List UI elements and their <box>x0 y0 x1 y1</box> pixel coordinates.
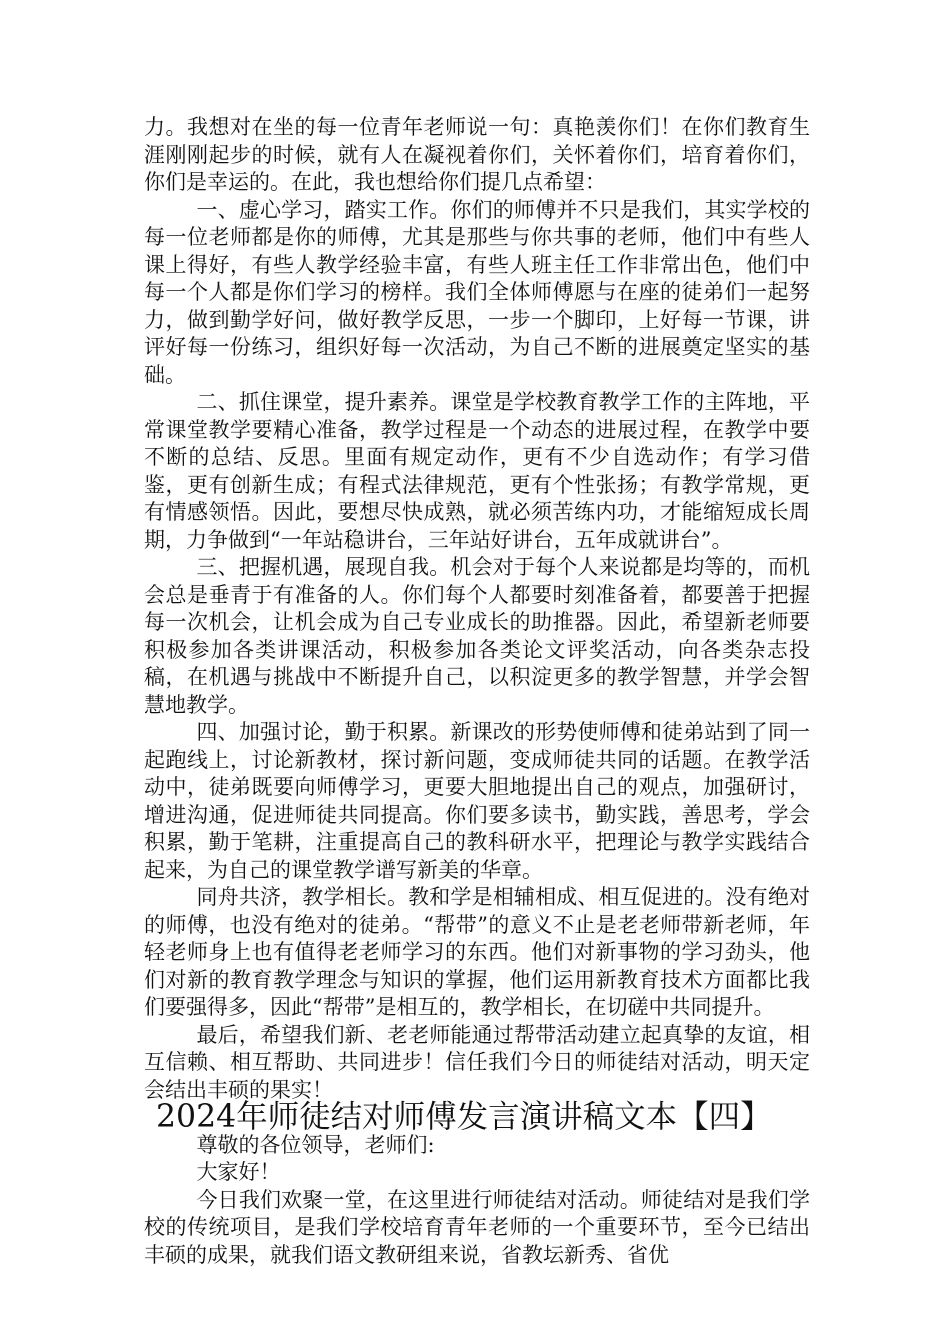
body-paragraph-opening: 今日我们欢聚一堂，在这里进行师徒结对活动。师徒结对是我们学校的传统项目，是我们学校培育青年老师的一个重要环节，至今已结出丰硕的成果，就我们语文教研组来说，省教坛新秀、省优 <box>144 1187 810 1267</box>
body-paragraph-point-four: 四、加强讨论，勤于积累。新课改的形势使师傅和徒弟站到了同一起跑线上，讨论新教材，探讨新问题，变成师徒共同的话题。在教学活动中，徒弟既要向师傅学习，更要大胆地提出自己的观点，加强研讨，增进沟通，促进师徒共同提高。你们要多读书，勤实践，善思考，学会积累，勤于笔耕，注重提高自己的教科研水平，把理论与教学实践结合起来，为自己的课堂教学谱写新美的华章。 <box>144 720 810 882</box>
document-body <box>144 114 810 1269</box>
greeting-line: 大家好！ <box>196 1160 281 1184</box>
body-paragraph-conclusion: 最后，希望我们新、老老师能通过帮带活动建立起真挚的友谊，相互信赖、相互帮助、共同进步！信任我们今日的师徒结对活动，明天定会结出丰硕的果实！ <box>144 1022 810 1102</box>
body-paragraph-point-two: 二、抓住课堂，提升素养。课堂是学校教育教学工作的主阵地，平常课堂教学要精心准备，教学过程是一个动态的进展过程，在教学中要不断的总结、反思。里面有规定动作，更有不少自选动作；有学习借鉴，更有创新生成；有程式法律规范，更有个性张扬；有教学常规，更有情感领悟。因此，要想尽快成熟，就必须苦练内功，才能缩短成长周期，力争做到“一年站稳讲台，三年站好讲台，五年成就讲台”。 <box>144 390 810 552</box>
section-heading: 2024年师徒结对师傅发言演讲稿文本【四】 <box>156 1099 772 1135</box>
salutation-line: 尊敬的各位领导，老师们: <box>196 1132 435 1157</box>
body-paragraph-mutual-learning: 同舟共济，教学相长。教和学是相辅相成、相互促进的。没有绝对的师傅，也没有绝对的徒弟。“帮带”的意义不止是老老师带新老师，年轻老师身上也有值得老老师学习的东西。他们对新事物的学习劲头，他们对新的教育教学理念与知识的掌握，他们运用新教育技术方面都比我们要强得多，因此“帮带”是相互的，教学相长，在切磋中共同提升。 <box>144 885 810 1019</box>
body-paragraph-point-one: 一、虚心学习，踏实工作。你们的师傅并不只是我们，其实学校的每一位老师都是你的师傅，尤其是那些与你共事的老师，他们中有些人课上得好，有些人教学经验丰富，有些人班主任工作非常出色，他们中每一个人都是你们学习的榜样。我们全体师傅愿与在座的徒弟们一起努力，做到勤学好问，做好教学反思，一步一个脚印，上好每一节课，讲评好每一份练习，组织好每一次活动，为自己不断的进展奠定坚实的基础。 <box>144 197 810 387</box>
body-paragraph-point-three: 三、把握机遇，展现自我。机会对于每个人来说都是均等的，而机会总是垂青于有准备的人。你们每个人都要时刻准备着，都要善于把握每一次机会，让机会成为自己专业成长的助推器。因此，希望新老师要积极参加各类讲课活动，积极参加各类论文评奖活动，向各类杂志投稿，在机遇与挑战中不断提升自己，以积淀更多的教学智慧，并学会智慧地教学。 <box>144 555 810 717</box>
body-paragraph-continuation: 力。我想对在坐的每一位青年老师说一句：真艳羡你们！在你们教育生涯刚刚起步的时候，就有人在凝视着你们，关怀着你们，培育着你们，你们是幸运的。在此，我也想给你们提几点希望： <box>144 115 810 194</box>
